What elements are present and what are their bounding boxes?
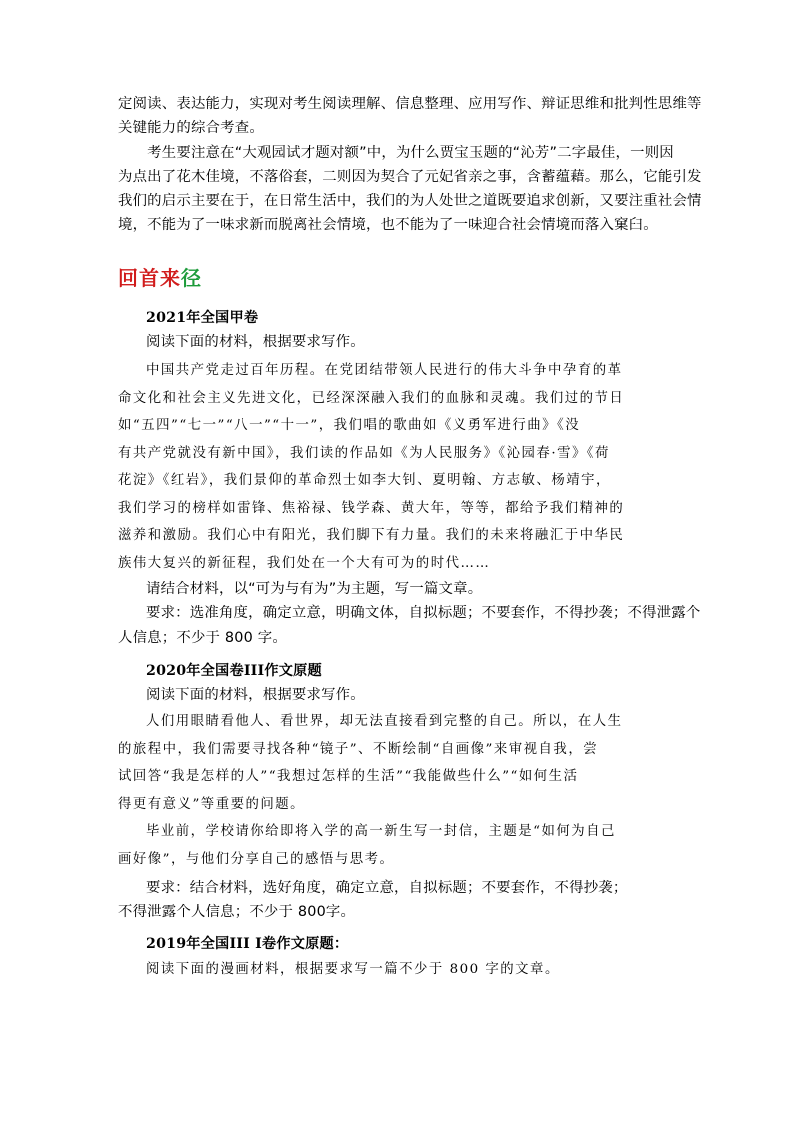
exam-requirement: 要求：结合材料，选好角度，确定立意，自拟标题；不要套作，不得抄袭；: [146, 880, 628, 896]
exam-2021: [118, 306, 678, 355]
section-title-green: 径: [181, 266, 202, 290]
exam-2020: [118, 659, 678, 708]
material-line: 人们用眼睛看他人、看世界，却无法直接看到完整的自己。所以，在人生: [146, 714, 623, 729]
task-line: 毕业前，学校请你给即将入学的高一新生写一封信，主题是“如何为自己: [146, 824, 616, 839]
material-line: 族伟大复兴的新征程，我们处在一个大有可为的时代……: [118, 555, 491, 571]
material-line: 有共产党就没有新中国》，我们读的作品如《为人民服务》《沁园春·雪》《荷: [118, 445, 610, 461]
intro-line: 为点出了花木佳境，不落俗套，二则因为契合了元妃省亲之事，含蓄蕴藉。那么，它能引发: [118, 168, 702, 185]
intro-line: 关键能力的综合考查。: [118, 120, 264, 137]
exam-instruction: 阅读下面的材料，根据要求写作。: [146, 334, 365, 351]
material-line: 滋养和激励。我们心中有阳光，我们脚下有力量。我们的未来将融汇于中华民: [118, 528, 625, 543]
exam-2020-requirements: [118, 876, 678, 925]
exam-instruction: 阅读下面的漫画材料，根据要求写一篇不少于 800 字的文章。: [146, 962, 560, 978]
exam-2020-material: [118, 708, 678, 873]
material-line: 我们学习的榜样如雷锋、焦裕禄、钱学森、黄大年，等等，都给予我们精神的: [118, 500, 625, 516]
exam-2019: [118, 932, 678, 984]
exam-2021-material: [118, 357, 678, 577]
intro-line: 境，不能为了一味求新而脱离社会情境，也不能为了一味迎合社会情境而落入窠臼。: [118, 217, 658, 234]
exam-heading: 2020年全国卷III作文原题: [146, 663, 322, 679]
exam-requirement: 不得泄露个人信息；不少于 800字。: [118, 904, 356, 921]
task-line: 画好像”，与他们分享自己的感悟与思考。: [118, 851, 395, 867]
material-line: 得更有意义”等重要的问题。: [118, 796, 306, 812]
intro-paragraphs: [118, 92, 702, 238]
material-line: 如“五四”“七一”“八一”“十一”，我们唱的歌曲如《义勇军进行曲》《没: [118, 418, 581, 433]
exam-2021-prompt: [118, 577, 701, 650]
material-line: 花淀》《红岩》，我们景仰的革命烈士如李大钊、夏明翰、方志敏、杨靖宇，: [118, 473, 611, 488]
material-line: 命文化和社会主义先进文化，已经深深融入我们的血脉和灵魂。我们过的节日: [118, 390, 625, 406]
material-line: 的旅程中，我们需要寻找各种“镜子”、不断绘制“自画像”来审视自我，尝: [118, 741, 599, 757]
exam-requirement: 人信息；不少于 800 字。: [118, 629, 287, 646]
intro-line: 考生要注意在“大观园试才题对额”中，为什么贾宝玉题的“沁芳”二字最佳，一则因: [118, 144, 674, 161]
intro-line: 定阅读、表达能力，实现对考生阅读理解、信息整理、应用写作、辩证思维和批判性思维等: [118, 96, 702, 112]
section-title: [118, 262, 202, 291]
exam-requirement: 要求：选准角度，确定立意，明确文体，自拟标题；不要套作，不得抄袭；不得泄露个: [146, 605, 701, 622]
exam-heading: 2019年全国III I卷作文原题：: [146, 936, 349, 952]
section-title-red: 回首来: [118, 266, 181, 290]
exam-instruction: 阅读下面的材料，根据要求写作。: [146, 687, 365, 704]
intro-line: 我们的启示主要在于，在日常生活中，我们的为人处世之道既要追求创新，又要注重社会情: [118, 193, 702, 210]
material-line: 试回答“我是怎样的人”“我想过怎样的生活”“我能做些什么”“如何生活: [118, 769, 579, 784]
exam-prompt: 请结合材料，以“可为与有为”为主题，写一篇文章。: [146, 581, 483, 597]
exam-heading: 2021年全国甲卷: [146, 310, 259, 326]
material-line: 中国共产党走过百年历程。在党团结带领人民进行的伟大斗争中孕育的革: [146, 363, 623, 378]
